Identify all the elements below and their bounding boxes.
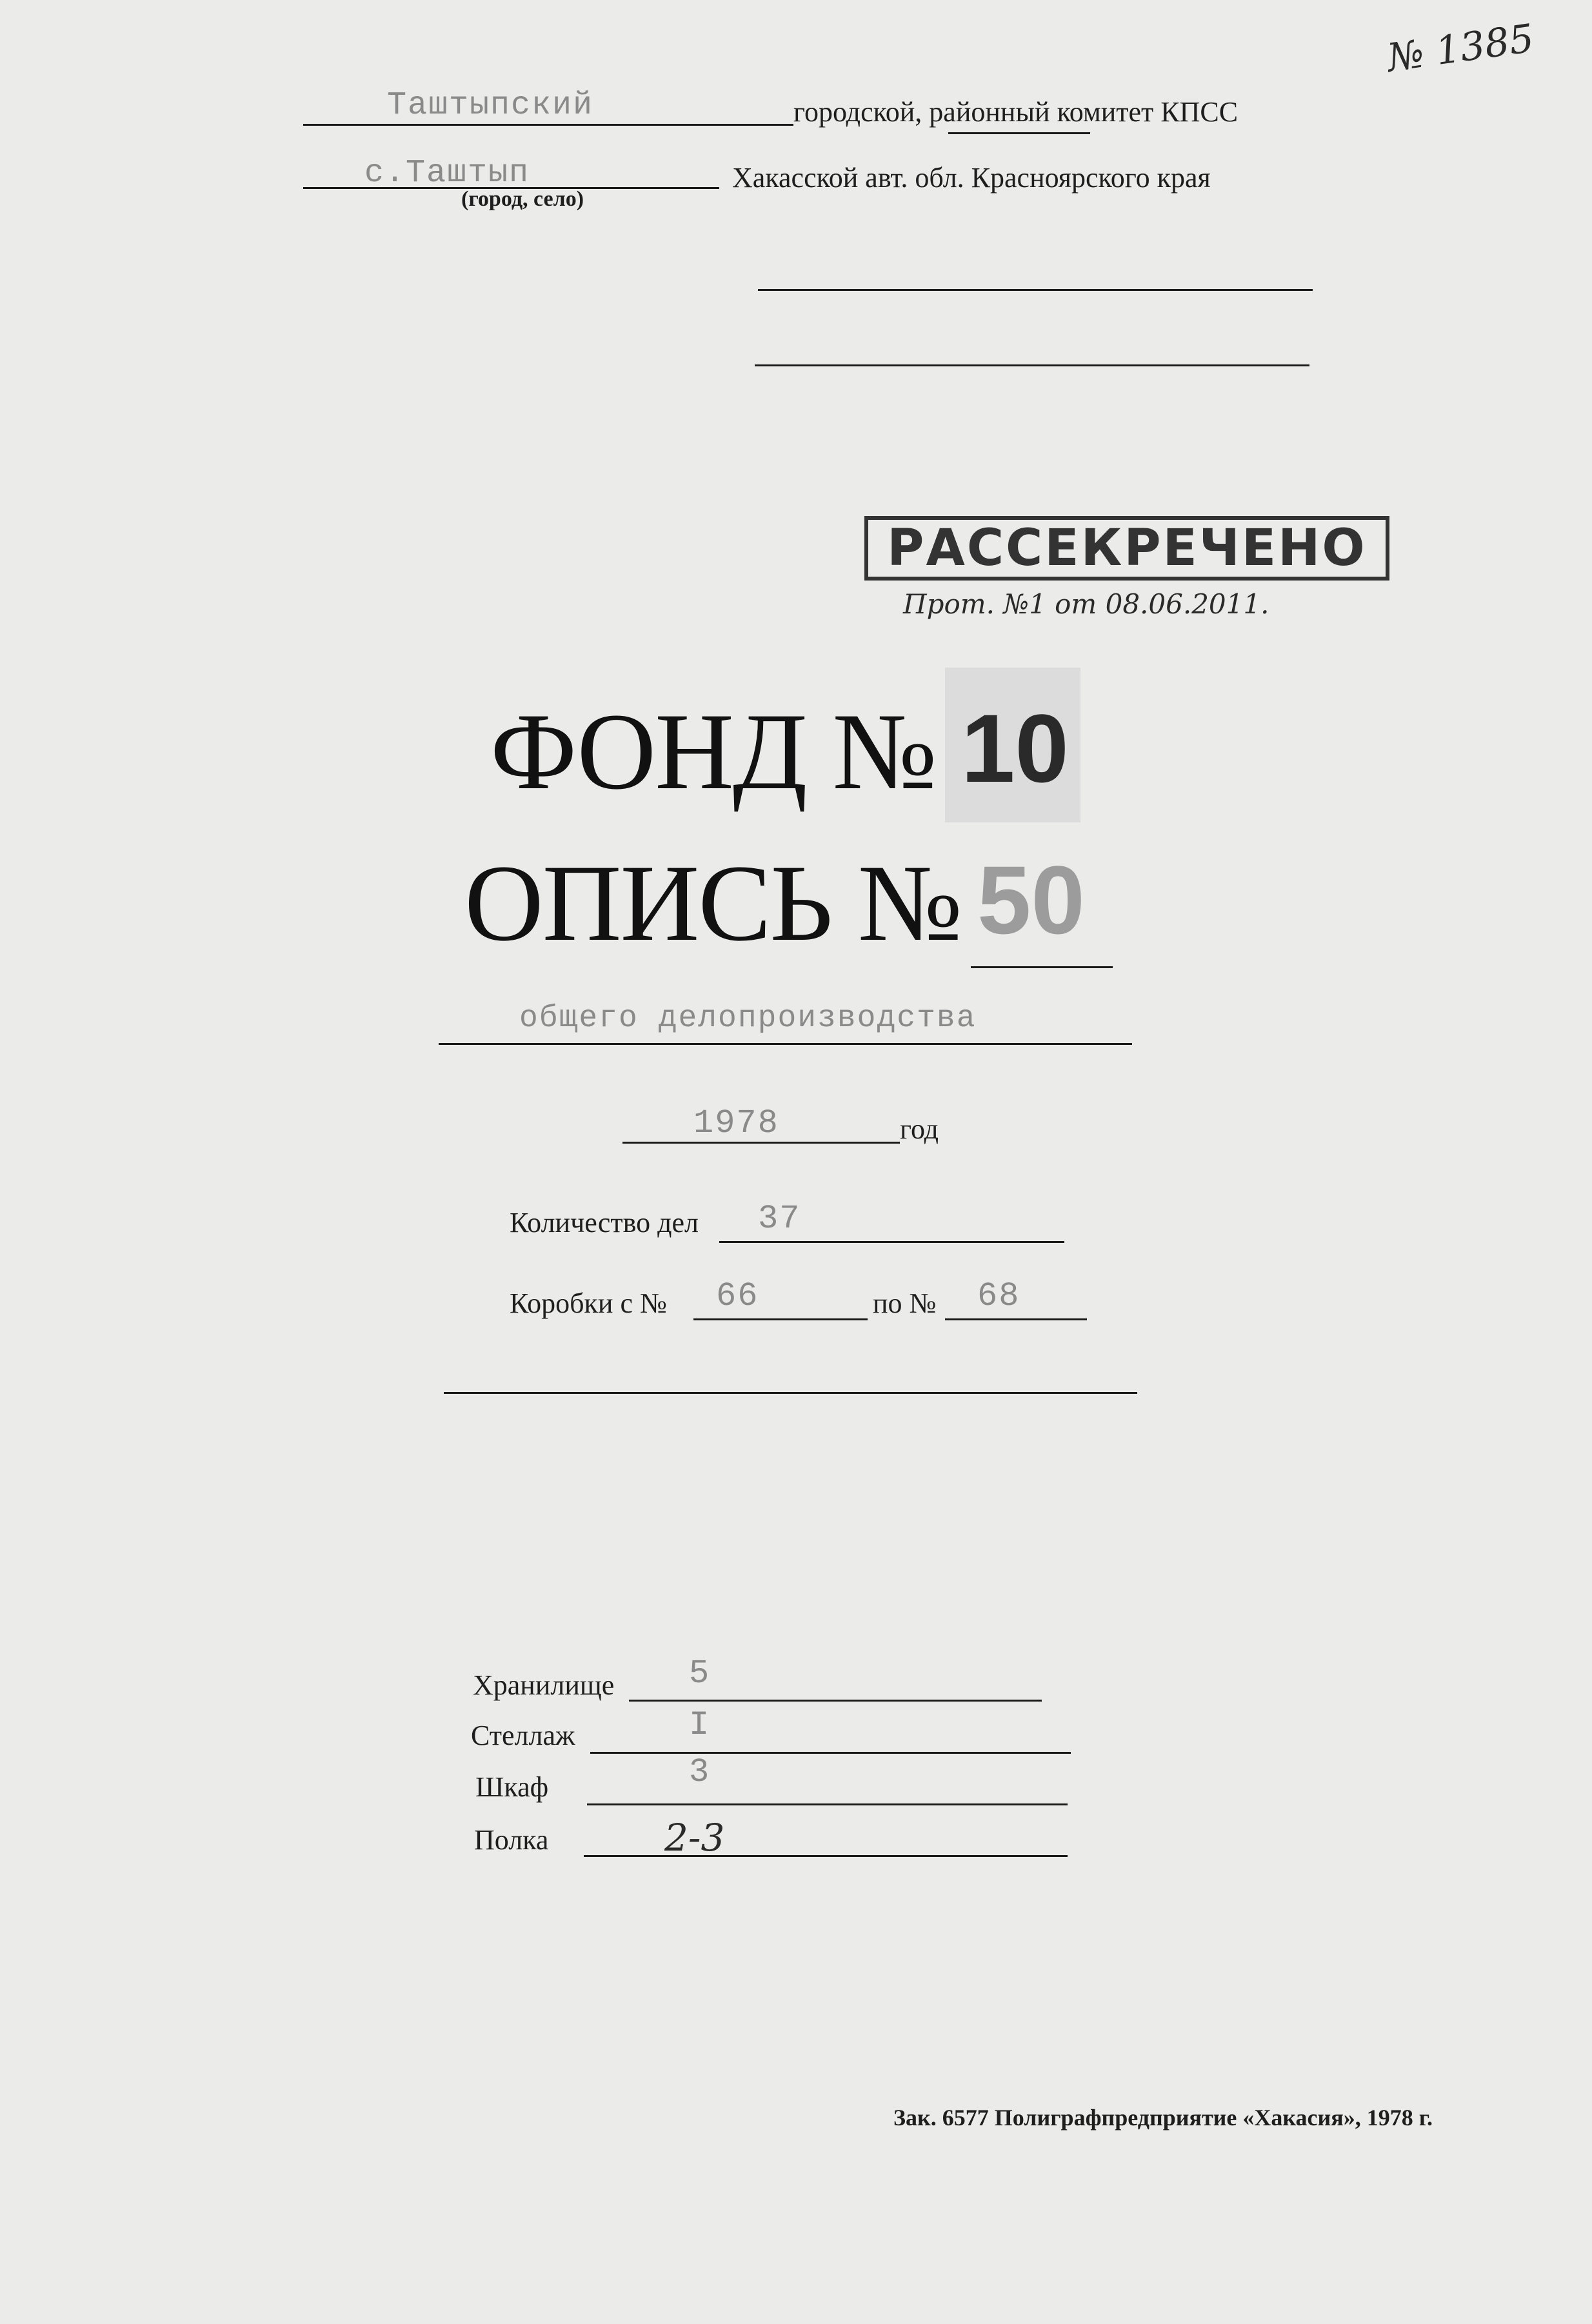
region-label: Хакасской авт. обл. Красноярского края bbox=[732, 162, 1211, 194]
inventory-underline bbox=[971, 966, 1113, 968]
declassified-note: Прот. №1 от 08.06.2011. bbox=[903, 588, 1269, 620]
boxes-from-underline bbox=[693, 1318, 868, 1320]
fund-number: 10 bbox=[961, 694, 1069, 802]
inventory-number: 50 bbox=[977, 846, 1085, 954]
committee-underline bbox=[948, 132, 1090, 134]
declassified-stamp-label: РАССЕКРЕЧЕНО bbox=[887, 519, 1367, 577]
storage-label: Хранилище bbox=[473, 1669, 615, 1701]
boxes-to-label: по № bbox=[873, 1287, 937, 1319]
cabinet-label: Шкаф bbox=[475, 1771, 549, 1803]
rack-value: I bbox=[689, 1706, 711, 1744]
cases-value: 37 bbox=[758, 1200, 801, 1238]
declassified-stamp bbox=[864, 516, 1389, 581]
shelf-value: 2-3 bbox=[664, 1816, 725, 1860]
year-value: 1978 bbox=[693, 1104, 779, 1142]
blank-line-2 bbox=[755, 364, 1309, 366]
cabinet-underline bbox=[587, 1803, 1068, 1805]
district-value: Таштыпский bbox=[387, 87, 594, 124]
inventory-type: общего делопроизводства bbox=[519, 1001, 977, 1036]
shelf-label: Полка bbox=[474, 1824, 549, 1856]
footer-imprint: Зак. 6577 Полиграфпредприятие «Хакасия», 1978 г. bbox=[893, 2105, 1433, 2130]
fund-label: ФОНД № bbox=[490, 691, 936, 812]
place-hint: (город, село) bbox=[461, 187, 584, 211]
rack-underline bbox=[590, 1752, 1071, 1754]
inventory-label: ОПИСЬ № bbox=[464, 842, 962, 964]
place-value: с.Таштып bbox=[364, 155, 530, 192]
boxes-from: 66 bbox=[716, 1277, 759, 1315]
corner-note: № 1385 bbox=[1384, 15, 1537, 81]
storage-value: 5 bbox=[689, 1654, 711, 1693]
district-underline bbox=[303, 124, 793, 126]
boxes-to: 68 bbox=[977, 1277, 1020, 1315]
cases-underline bbox=[719, 1241, 1064, 1243]
year-underline bbox=[622, 1142, 900, 1144]
cases-label: Количество дел bbox=[510, 1207, 699, 1238]
cabinet-value: 3 bbox=[689, 1753, 711, 1791]
committee-label: городской, районный комитет КПСС bbox=[793, 96, 1239, 128]
separator-line bbox=[444, 1392, 1137, 1394]
blank-line-1 bbox=[758, 289, 1313, 291]
year-suffix: год bbox=[900, 1113, 939, 1145]
rack-label: Стеллаж bbox=[471, 1720, 575, 1751]
type-underline bbox=[439, 1043, 1132, 1045]
boxes-label: Коробки с № bbox=[510, 1287, 667, 1319]
shelf-underline bbox=[584, 1855, 1068, 1857]
storage-underline bbox=[629, 1700, 1042, 1702]
boxes-to-underline bbox=[945, 1318, 1087, 1320]
